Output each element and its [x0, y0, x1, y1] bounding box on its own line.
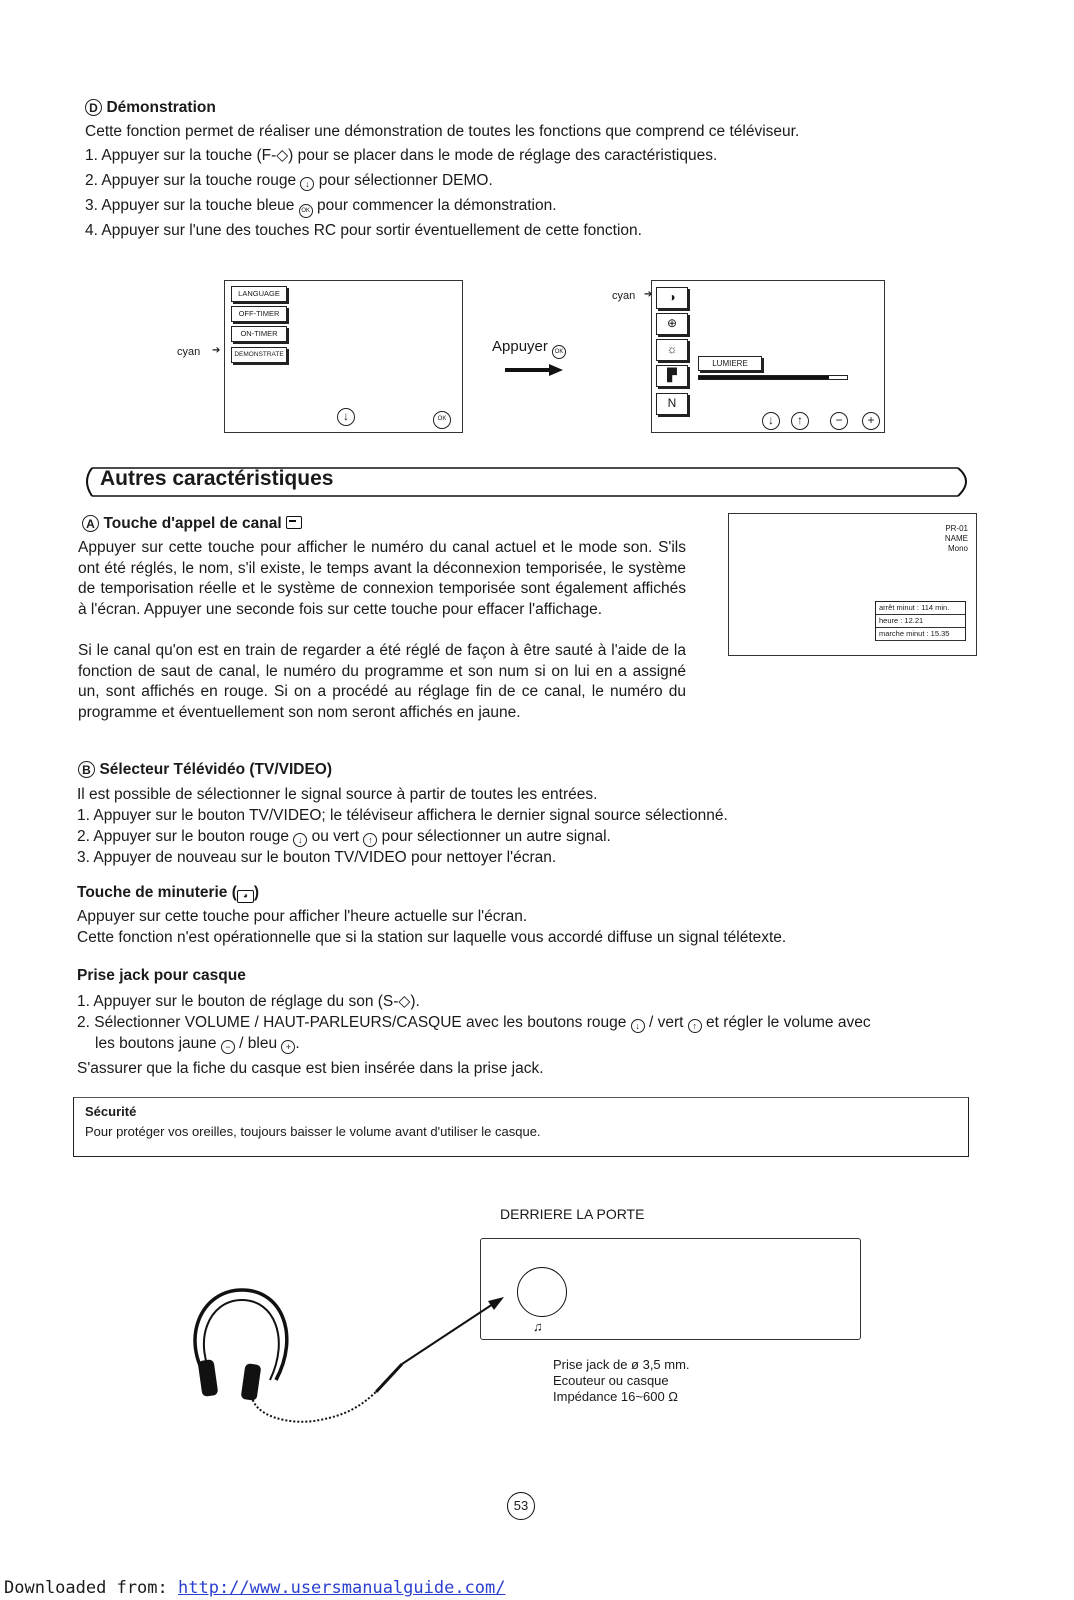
appuyer-label: Appuyer OK [492, 338, 566, 359]
arrow-right-icon: ➔ [644, 289, 653, 300]
minuterie-line-1: Appuyer sur cette touche pour afficher l'heure actuelle sur l'écran. [77, 908, 528, 925]
a-badge: A [82, 515, 99, 532]
up-arrow-icon: ↑ [791, 412, 809, 430]
selecteur-title: Sélecteur Télévidéo (TV/VIDEO) [99, 761, 333, 778]
selecteur-step-3: 3. Appuyer de nouveau sur le bouton TV/VIDEO pour nettoyer l'écran. [77, 849, 557, 866]
minus-icon: − [221, 1040, 235, 1054]
lumiere-label: LUMIERE [698, 356, 762, 371]
timer-row: arrêt minut : 114 min. [876, 602, 965, 615]
selecteur-intro: Il est possible de sélectionner le signal source à partir de toutes les entrées. [77, 786, 598, 803]
cyan-label-right: cyan [612, 290, 636, 302]
headphone-icon: ♫ [533, 1319, 543, 1334]
prise-title: Prise jack pour casque [77, 967, 246, 984]
demo-step-1: 1. Appuyer sur la touche (F-◇) pour se placer dans le mode de réglage des caractéristiques. [85, 147, 718, 164]
menu-item-on-timer: ON-TIMER [231, 326, 287, 342]
prise-body [77, 991, 977, 1079]
securite-title: Sécurité [85, 1104, 137, 1119]
minus-icon: − [830, 412, 848, 430]
b-badge: B [78, 761, 95, 778]
lumiere-bar [698, 375, 848, 380]
securite-text: Pour protéger vos oreilles, toujours baisser le volume avant d'utiliser le casque. [85, 1124, 541, 1139]
demo-step-2: 2. Appuyer sur la touche rouge ↓ pour sélectionner DEMO. [85, 172, 493, 189]
ok-icon: OK [552, 345, 566, 359]
page-number: 53 [507, 1492, 535, 1520]
arrow-right-icon: ➔ [212, 345, 221, 356]
selecteur-step-1: 1. Appuyer sur le bouton TV/VIDEO; le téléviseur affichera le dernier signal source sélectionné. [77, 807, 728, 824]
touche-appel-para2: Si le canal qu'on est en train de regarder a été réglé de façon à être sauté à l'aide de la fonction de saut de canal, le numéro du programme et son num si on lui en a assigné un, sont affichés en rouge. Si on a procédé au réglage fin de ce canal, le numéro du programme et éventuellement son nom seront affichés en jaune. [78, 642, 686, 721]
prise-outro: S'assurer que la fiche du casque est bien insérée dans la prise jack. [77, 1060, 544, 1077]
down-arrow-icon: ↓ [300, 177, 314, 191]
door-panel [480, 1238, 861, 1340]
down-arrow-icon: ↓ [293, 833, 307, 847]
normal-icon: N [656, 393, 688, 415]
timer-info-table [875, 601, 966, 641]
up-arrow-icon: ↑ [688, 1019, 702, 1033]
headphones-illustration [170, 1280, 530, 1430]
channel-info-text: PR-01 NAME Mono [944, 524, 968, 553]
ok-icon: OK [433, 411, 451, 429]
channel-info-screen [728, 513, 977, 656]
demo-badge: D [85, 99, 102, 116]
timer-row: heure : 12.21 [876, 615, 965, 628]
menu-item-off-timer: OFF-TIMER [231, 306, 287, 322]
minuterie-title: Touche de minuterie ( ◕ ) [77, 884, 260, 901]
menu-item-demonstrate: DEMONSTRATE [231, 347, 287, 363]
selecteur-heading [78, 761, 332, 779]
demo-title: Démonstration [106, 99, 216, 116]
tv-menu-screen [224, 280, 463, 433]
demo-heading [85, 99, 216, 117]
jack-specs: Prise jack de ø 3,5 mm. Ecouteur ou casque Impédance 16~600 Ω [553, 1357, 690, 1404]
minuterie-line-2: Cette fonction n'est opérationnelle que si la station sur laquelle vous accordé diffuse un signal télétexte. [77, 929, 787, 946]
cyan-label-left: cyan [177, 346, 201, 358]
prise-step-2: 2. Sélectionner VOLUME / HAUT-PARLEURS/CASQUE avec les boutons rouge ↓ / vert ↑ et régler le volume avec [77, 1014, 871, 1031]
prise-step-1: 1. Appuyer sur le bouton de réglage du son (S-◇). [77, 993, 420, 1010]
brightness-icon: ☼ [656, 339, 688, 361]
demo-step-3: 3. Appuyer sur la touche bleue OK pour commencer la démonstration. [85, 193, 985, 218]
timer-row: marche minut : 15.35 [876, 628, 965, 641]
footer-prefix: Downloaded from: [4, 1578, 178, 1598]
door-caption: DERRIERE LA PORTE [500, 1206, 645, 1222]
footer [4, 1578, 506, 1598]
clock-icon: ◕ [237, 890, 254, 903]
down-arrow-icon: ↓ [762, 412, 780, 430]
plus-icon: + [281, 1040, 295, 1054]
section-title: Autres caractéristiques [100, 467, 334, 490]
minuterie-body [77, 906, 977, 948]
color-icon: ⊕ [656, 313, 688, 335]
arrow-icon [505, 362, 565, 378]
plus-icon: + [862, 412, 880, 430]
securite-box [73, 1097, 969, 1157]
ok-icon: OK [299, 204, 313, 218]
prise-step-2b: les boutons jaune − / bleu + . [95, 1035, 300, 1052]
tv-demo-screen [651, 280, 885, 433]
selecteur-step-2: 2. Appuyer sur le bouton rouge ↓ ou vert ↑ pour sélectionner un autre signal. [77, 828, 611, 845]
selecteur-body [77, 784, 977, 868]
down-arrow-icon: ↓ [631, 1019, 645, 1033]
down-arrow-icon: ↓ [337, 408, 355, 426]
touche-appel-heading [82, 515, 302, 533]
contrast-icon: ◑ [656, 287, 688, 309]
menu-item-language: LANGUAGE [231, 286, 287, 302]
touche-appel-title: Touche d'appel de canal [103, 515, 282, 532]
footer-link[interactable]: http://www.usersmanualguide.com/ [178, 1578, 506, 1598]
sharpness-icon: ▛ [656, 365, 688, 387]
demo-step-4: 4. Appuyer sur l'une des touches RC pour sortir éventuellement de cette fonction. [85, 222, 642, 239]
demo-steps [85, 143, 985, 243]
touche-appel-para1: Appuyer sur cette touche pour afficher le numéro du canal actuel et le mode son. S'ils ont été réglés, le nom, s'il existe, le temps avant la déconnexion temporisée, le système de temporisation réelle et le système de connexion temporisée sont également affichés à l'écran. Appuyer une seconde fois sur cette touche pour effacer l'affichage. [78, 539, 686, 618]
channel-display-icon [286, 516, 302, 529]
demo-intro: Cette fonction permet de réaliser une démonstration de toutes les fonctions que comprend ce téléviseur. [85, 123, 800, 140]
up-arrow-icon: ↑ [363, 833, 377, 847]
